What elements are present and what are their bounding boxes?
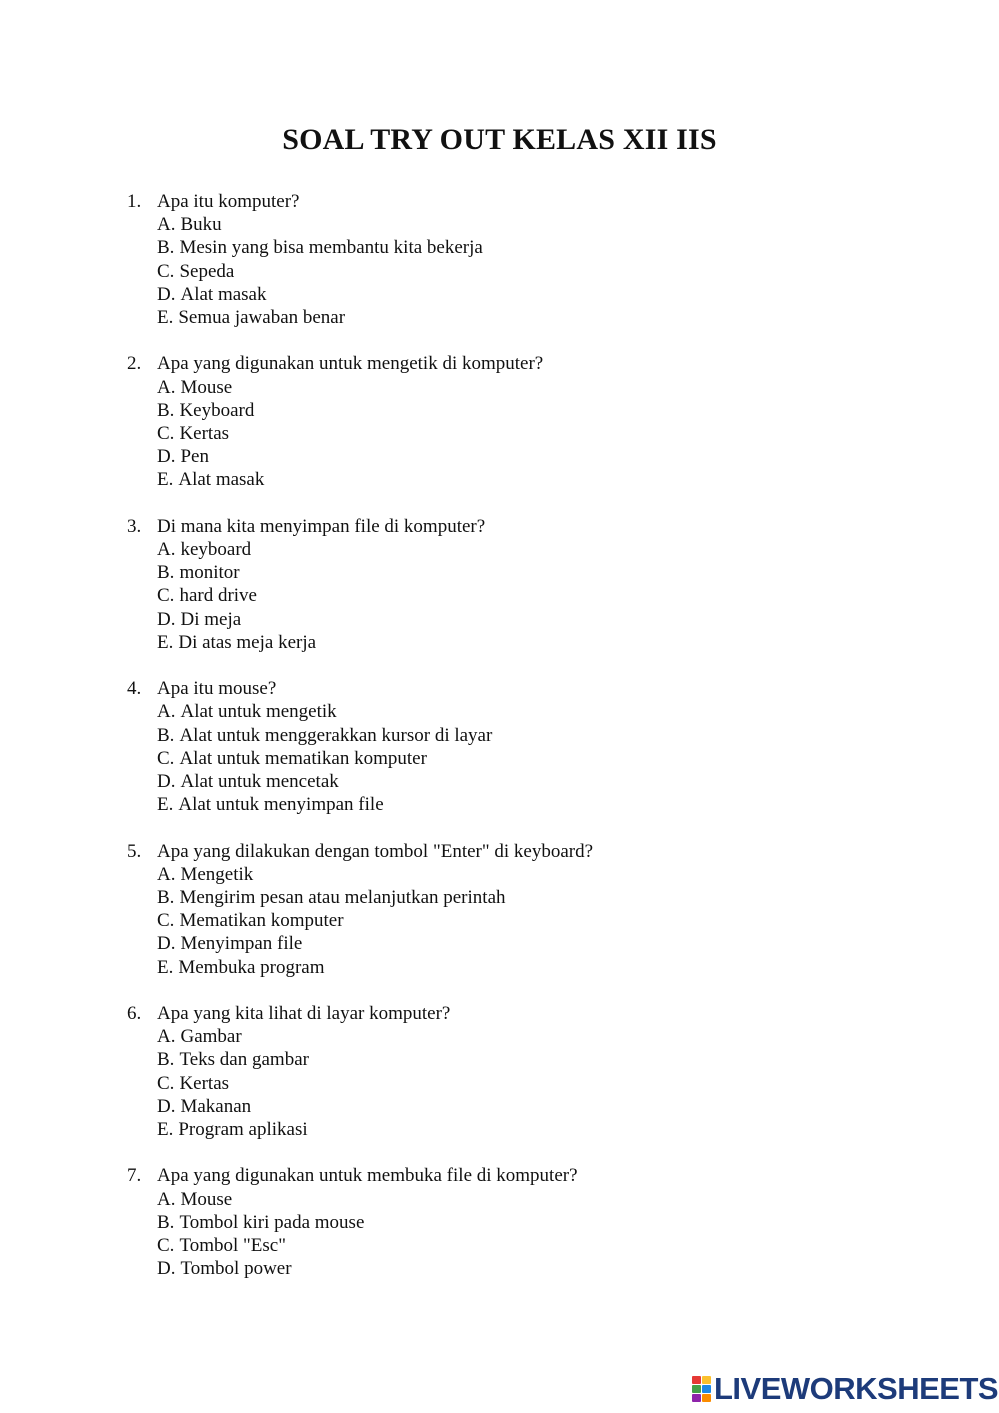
logo-square — [702, 1385, 711, 1393]
option-letter: D. — [157, 933, 176, 955]
option-text: Pen — [180, 446, 209, 468]
question-text: Apa yang kita lihat di layar komputer? — [157, 1003, 451, 1025]
option-letter: B. — [157, 237, 175, 259]
logo-square — [692, 1385, 701, 1393]
answer-option — [157, 399, 927, 422]
question-6 — [127, 1002, 927, 1141]
answer-option — [157, 631, 927, 654]
question-list — [127, 190, 927, 1304]
option-letter: D. — [157, 1095, 176, 1117]
logo-square — [702, 1394, 711, 1402]
page-title: SOAL TRY OUT KELAS XII IIS — [282, 123, 717, 156]
option-letter: A. — [157, 214, 176, 236]
option-text: Membuka program — [178, 956, 325, 978]
answer-option — [157, 213, 927, 236]
logo-square — [692, 1394, 701, 1402]
option-letter: E. — [157, 469, 174, 491]
answer-option — [157, 863, 927, 886]
option-text: Mesin yang bisa membantu kita bekerja — [179, 237, 483, 259]
option-letter: C. — [157, 1235, 175, 1257]
option-text: Mengetik — [180, 863, 254, 885]
answer-option — [157, 1188, 927, 1211]
answer-option — [157, 1118, 927, 1141]
option-letter: B. — [157, 399, 175, 421]
answer-options — [127, 1025, 927, 1141]
answer-option — [157, 445, 927, 468]
answer-option — [157, 1072, 927, 1095]
option-letter: D. — [157, 771, 176, 793]
question-text: Apa itu komputer? — [157, 191, 300, 212]
answer-options — [127, 700, 927, 816]
option-letter: C. — [157, 423, 175, 445]
question-text: Apa itu mouse? — [157, 678, 277, 700]
option-text: Mematikan komputer — [179, 910, 344, 932]
option-text: Alat masak — [178, 469, 265, 491]
option-text: Tombol "Esc" — [179, 1235, 286, 1257]
option-text: Di meja — [180, 608, 242, 630]
answer-option — [157, 561, 927, 584]
question-text: Apa yang digunakan untuk mengetik di komputer? — [157, 353, 544, 375]
option-text: Menyimpan file — [180, 933, 303, 955]
option-text: Teks dan gambar — [179, 1049, 309, 1071]
option-letter: C. — [157, 260, 175, 282]
question-3 — [127, 515, 927, 654]
option-text: Tombol kiri pada mouse — [179, 1211, 365, 1233]
liveworksheets-logo-text: LIVEWORKSHEETS — [714, 1371, 999, 1406]
option-letter: E. — [157, 631, 174, 653]
option-letter: A. — [157, 1188, 176, 1210]
answer-options — [127, 213, 927, 329]
answer-option — [157, 1095, 927, 1118]
question-number: 4. — [127, 678, 142, 700]
option-text: Tombol power — [180, 1258, 292, 1280]
answer-option — [157, 886, 927, 909]
answer-option — [157, 468, 927, 491]
option-letter: D. — [157, 608, 176, 630]
option-text: Alat masak — [180, 283, 267, 305]
option-letter: A. — [157, 701, 176, 723]
option-letter: A. — [157, 539, 176, 561]
option-letter: E. — [157, 307, 174, 329]
answer-option — [157, 538, 927, 561]
option-text: Mouse — [180, 376, 233, 398]
option-text: Mouse — [180, 1188, 233, 1210]
logo-square — [702, 1376, 711, 1384]
answer-option — [157, 422, 927, 445]
question-2 — [127, 352, 927, 491]
option-text: Makanan — [180, 1095, 252, 1117]
option-letter: B. — [157, 724, 175, 746]
question-7 — [127, 1164, 927, 1280]
option-text: Keyboard — [179, 399, 255, 421]
question-4 — [127, 677, 927, 816]
question-number: 3. — [127, 515, 142, 537]
option-text: Gambar — [180, 1026, 242, 1048]
option-letter: C. — [157, 910, 175, 932]
liveworksheets-logo-icon — [692, 1376, 711, 1402]
answer-option — [157, 724, 927, 747]
option-letter: B. — [157, 1211, 175, 1233]
question-number: 5. — [127, 840, 142, 862]
option-text: Program aplikasi — [178, 1119, 308, 1141]
answer-option — [157, 306, 927, 329]
option-letter: E. — [157, 794, 174, 816]
option-letter: D. — [157, 1258, 176, 1280]
answer-option — [157, 747, 927, 770]
option-text: Mengirim pesan atau melanjutkan perintah — [179, 887, 506, 909]
option-text: Di atas meja kerja — [178, 631, 317, 653]
answer-option — [157, 283, 927, 306]
answer-option — [157, 793, 927, 816]
question-5 — [127, 840, 927, 979]
option-text: Alat untuk mematikan komputer — [179, 747, 427, 769]
answer-option — [157, 909, 927, 932]
answer-option — [157, 608, 927, 631]
question-number: 2. — [127, 353, 142, 375]
answer-option — [157, 376, 927, 399]
option-letter: A. — [157, 863, 176, 885]
question-text: Di mana kita menyimpan file di komputer? — [157, 515, 486, 537]
option-text: Alat untuk menyimpan file — [178, 794, 384, 816]
option-letter: C. — [157, 747, 175, 769]
option-text: Alat untuk mengetik — [180, 701, 337, 723]
option-text: Buku — [180, 214, 222, 236]
question-text: Apa yang dilakukan dengan tombol "Enter" di keyboard? — [157, 840, 594, 862]
question-number: 7. — [127, 1165, 142, 1187]
option-text: Alat untuk mencetak — [180, 771, 339, 793]
option-text: Alat untuk menggerakkan kursor di layar — [179, 724, 493, 746]
option-text: monitor — [179, 562, 240, 584]
answer-option — [157, 932, 927, 955]
answer-option — [157, 1048, 927, 1071]
option-letter: A. — [157, 1026, 176, 1048]
question-number: 6. — [127, 1003, 142, 1025]
answer-options — [127, 538, 927, 654]
answer-option — [157, 236, 927, 259]
option-letter: D. — [157, 283, 176, 305]
option-text: keyboard — [180, 539, 252, 561]
answer-options — [127, 863, 927, 979]
answer-option — [157, 770, 927, 793]
liveworksheets-logo — [692, 1372, 998, 1406]
option-letter: C. — [157, 1072, 175, 1094]
answer-options — [127, 376, 927, 492]
answer-option — [157, 1025, 927, 1048]
answer-option — [157, 584, 927, 607]
question-number: 1. — [127, 191, 142, 212]
option-letter: B. — [157, 1049, 175, 1071]
option-text: Kertas — [179, 423, 230, 445]
option-text: Sepeda — [179, 260, 235, 282]
answer-options — [127, 1188, 927, 1281]
option-text: Kertas — [179, 1072, 230, 1094]
answer-option — [157, 260, 927, 283]
question-1 — [127, 190, 927, 329]
option-text: Semua jawaban benar — [178, 307, 346, 329]
answer-option — [157, 956, 927, 979]
answer-option — [157, 700, 927, 723]
logo-square — [692, 1376, 701, 1384]
option-letter: E. — [157, 1119, 174, 1141]
option-text: hard drive — [179, 585, 257, 607]
answer-option — [157, 1234, 927, 1257]
answer-option — [157, 1257, 927, 1280]
option-letter: E. — [157, 956, 174, 978]
option-letter: A. — [157, 376, 176, 398]
option-letter: B. — [157, 562, 175, 584]
question-text: Apa yang digunakan untuk membuka file di komputer? — [157, 1165, 578, 1187]
option-letter: B. — [157, 887, 175, 909]
option-letter: C. — [157, 585, 175, 607]
answer-option — [157, 1211, 927, 1234]
option-letter: D. — [157, 446, 176, 468]
